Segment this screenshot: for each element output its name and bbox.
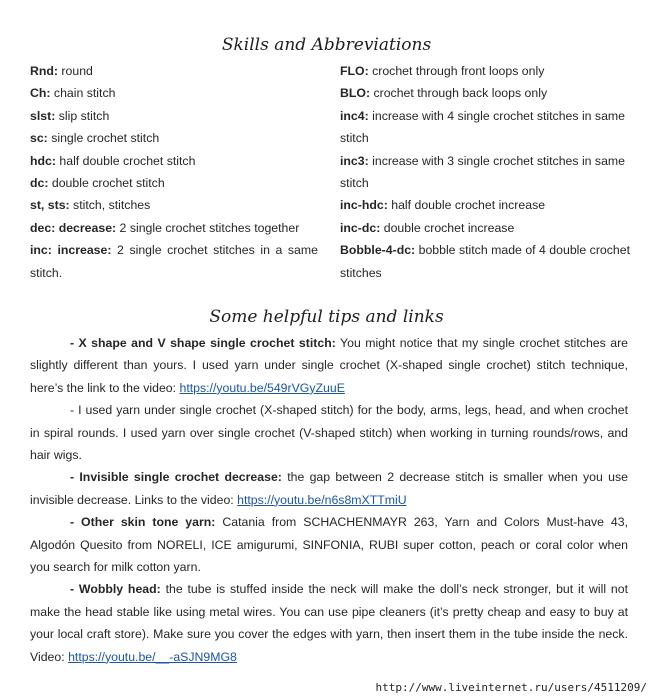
- abbr-row: [30, 172, 318, 194]
- abbr-key: inc-dc:: [340, 220, 381, 235]
- abbr-key: inc4:: [340, 108, 369, 123]
- tip-text: the tube is stuffed inside the neck will make the doll’s neck stronger, but it will not make the head stable like using metal wires. You can use pipe cleaners (it’s pretty cheap and easy to buy at your local craft store). Make sure you cover the edges with yarn, then insert them in the tube inside the neck. Video:: [30, 582, 628, 664]
- abbr-desc: double crochet increase: [380, 220, 515, 235]
- tips-section: [30, 332, 628, 668]
- abbr-row: [340, 194, 630, 216]
- tip-label: - Other skin tone yarn:: [70, 515, 216, 530]
- abbr-desc: double crochet stitch: [48, 176, 165, 191]
- tip-text: You might notice that my single crochet stitches are slightly different than yours. I used yarn under single crochet (X-shaped single crochet) stitch technique, here’s the link to the video:: [30, 336, 628, 395]
- abbr-desc: single crochet stitch: [47, 131, 160, 146]
- abbr-desc: half double crochet increase: [387, 198, 546, 213]
- abbr-desc: crochet through front loops only: [368, 64, 545, 78]
- abbr-key: dec: decrease:: [30, 220, 117, 235]
- abbr-row: [30, 60, 318, 82]
- abbr-desc: half double crochet stitch: [55, 153, 196, 168]
- abbr-key: FLO:: [340, 64, 369, 78]
- abbr-desc: chain stitch: [50, 86, 116, 101]
- abbr-desc: 2 single crochet stitches in a same stitch.: [30, 243, 318, 280]
- abbr-key: Ch:: [30, 86, 51, 101]
- abbr-desc: increase with 4 single crochet stitches in same stitch: [340, 108, 626, 146]
- video-link[interactable]: https://youtu.be/__-aSJN9MG8: [68, 649, 237, 664]
- abbr-key: inc3:: [340, 153, 369, 168]
- tip-text: - I used yarn under single crochet (X-shaped stitch) for the body, arms, legs, head, and when crochet in spiral rounds. I used yarn over single crochet (V-shaped stitch) when working in turning rounds/rows, and hair wigs.: [30, 403, 628, 463]
- abbr-row: [30, 105, 318, 127]
- abbr-row: [340, 150, 630, 195]
- tip-text: Catania from SCHACHENMAYR 263, Yarn and Colors Must-have 43, Algodón Quesito from NORELI, ICE amigurumi, SINFONIA, RUBI super cotton, peach or coral color when you search for milk cotton yarn.: [30, 515, 628, 575]
- video-link[interactable]: https://youtu.be/549rVGyZuuE: [179, 380, 345, 395]
- abbr-desc: stitch, stitches: [69, 198, 151, 213]
- abbr-desc: round: [58, 64, 93, 78]
- abbr-row: [30, 82, 318, 104]
- abbr-desc: crochet through back loops only: [370, 86, 548, 101]
- skills-heading: Skills and Abbreviations: [221, 35, 432, 55]
- tip-text: the gap between 2 decrease stitch is smaller when you use invisible decrease. Links to the video:: [30, 470, 628, 507]
- tip-paragraph: [30, 332, 628, 399]
- abbr-row: [340, 217, 630, 239]
- tip-paragraph: [30, 399, 628, 466]
- abbr-key: BLO:: [340, 86, 371, 101]
- abbr-row: [340, 82, 630, 104]
- abbr-desc: increase with 3 single crochet stitches in same stitch: [340, 153, 626, 191]
- abbr-key: Rnd:: [30, 64, 58, 78]
- abbr-row: [340, 105, 630, 150]
- abbr-desc: bobble stitch made of 4 double crochet stitches: [340, 243, 630, 280]
- abbr-row: [30, 150, 318, 172]
- tips-heading: Some helpful tips and links: [209, 307, 444, 327]
- abbr-row: [30, 194, 318, 216]
- abbr-key: inc-hdc:: [340, 198, 388, 213]
- abbr-desc: 2 single crochet stitches together: [116, 220, 300, 235]
- abbr-key: st, sts:: [30, 198, 70, 213]
- tip-label: - Wobbly head:: [70, 582, 161, 597]
- abbreviations-right-column: [340, 60, 630, 284]
- tip-label: - Invisible single crochet decrease:: [70, 470, 282, 485]
- abbr-key: sc:: [30, 131, 48, 146]
- abbr-row: [340, 239, 630, 284]
- abbr-row: [30, 127, 318, 149]
- abbr-key: slst:: [30, 108, 56, 123]
- abbr-row: [340, 60, 630, 82]
- abbr-row: [30, 239, 318, 284]
- tip-paragraph: [30, 578, 628, 668]
- tip-paragraph: [30, 466, 628, 511]
- abbr-row: [30, 217, 318, 239]
- abbr-key: Bobble-4-dc:: [340, 243, 416, 258]
- tip-paragraph: [30, 511, 628, 578]
- abbr-desc: slip stitch: [55, 108, 110, 123]
- source-url-watermark: http://www.liveinternet.ru/users/4511209/: [375, 681, 647, 694]
- abbr-key: dc:: [30, 176, 49, 191]
- abbr-key: hdc:: [30, 153, 56, 168]
- abbr-key: inc: increase:: [30, 243, 112, 258]
- abbreviations-left-column: [30, 60, 318, 284]
- video-link[interactable]: https://youtu.be/n6s8mXTTmiU: [237, 492, 407, 507]
- tip-label: - X shape and V shape single crochet stitch:: [70, 336, 336, 350]
